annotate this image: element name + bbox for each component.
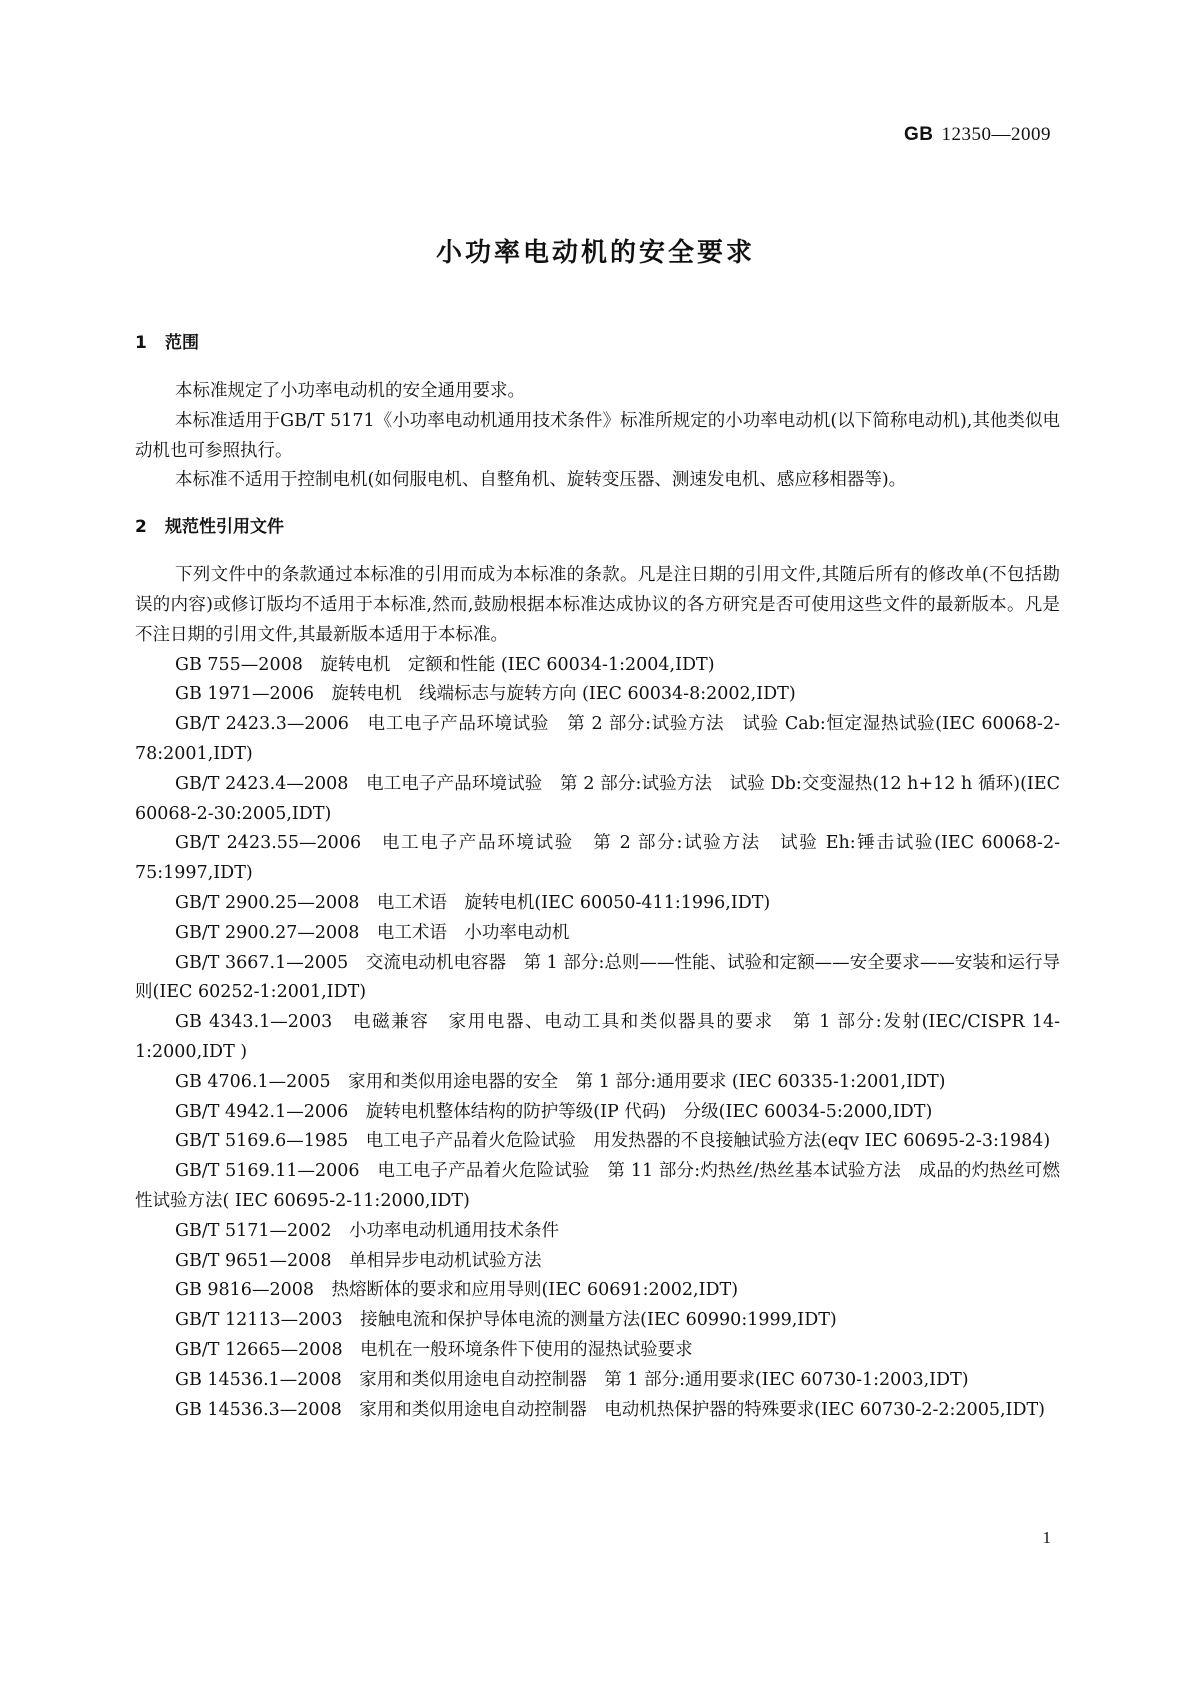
reference-item: GB/T 5169.11—2006 电工电子产品着火危险试验 第 11 部分:灼热丝/热丝基本试验方法 成品的灼热丝可燃性试验方法( IEC 60695-2-11:2000,IDT) [135,1161,1060,1211]
reference-item: GB/T 12113—2003 接触电流和保护导体电流的测量方法(IEC 60990:1999,IDT) [175,1310,837,1331]
document-body [135,328,1060,1425]
reference-item: GB/T 2423.4—2008 电工电子产品环境试验 第 2 部分:试验方法 试验 Db:交变湿热(12 h+12 h 循环)(IEC 60068-2-30:2005,IDT) [135,773,1060,824]
reference-item: GB 9816—2008 热熔断体的要求和应用导则(IEC 60691:2002,IDT) [175,1280,739,1301]
paragraph: 本标准不适用于控制电机(如伺服电机、自整角机、旋转变压器、测速发电机、感应移相器等)。 [175,470,907,491]
standard-prefix: GB [904,124,934,145]
reference-item: GB/T 4942.1—2006 旋转电机整体结构的防护等级(IP 代码) 分级(IEC 60034-5:2000,IDT) [175,1101,933,1122]
section-heading-normative-references [135,512,1060,542]
reference-item: GB/T 5169.6—1985 电工电子产品着火危险试验 用发热器的不良接触试验方法(eqv IEC 60695-2-3:1984) [175,1131,1051,1152]
reference-item: GB/T 9651—2008 单相异步电动机试验方法 [175,1250,542,1271]
standard-code [904,124,1051,146]
section-number: 2 [135,517,147,538]
reference-item: GB/T 2900.25—2008 电工术语 旋转电机(IEC 60050-411:1996,IDT) [175,892,771,913]
reference-item: GB 4706.1—2005 家用和类似用途电器的安全 第 1 部分:通用要求 (IEC 60335-1:2001,IDT) [175,1071,946,1092]
reference-item: GB/T 2423.3—2006 电工电子产品环境试验 第 2 部分:试验方法 试验 Cab:恒定湿热试验(IEC 60068-2-78:2001,IDT) [135,714,1060,764]
section-title: 规范性引用文件 [165,517,284,538]
section-heading-scope [135,328,1060,358]
paragraph: 本标准适用于GB/T 5171《小功率电动机通用技术条件》标准所规定的小功率电动机(以下简称电动机),其他类似电动机也可参照执行。 [135,410,1060,461]
paragraph: 本标准规定了小功率电动机的安全通用要求。 [175,381,525,401]
section-title: 范围 [165,333,199,353]
paragraph: 下列文件中的条款通过本标准的引用而成为本标准的条款。凡是注日期的引用文件,其随后所有的修改单(不包括勘误的内容)或修订版均不适用于本标准,然而,鼓励根据本标准达成协议的各方研究是否可使用这些文件的最新版本。凡是不注日期的引用文件,其最新版本适用于本标准。 [135,565,1060,645]
reference-item: GB 1971—2006 旋转电机 线端标志与旋转方向 (IEC 60034-8:2002,IDT) [175,684,796,705]
document-title: 小功率电动机的安全要求 [435,238,755,268]
reference-item: GB/T 5171—2002 小功率电动机通用技术条件 [175,1220,560,1241]
reference-item: GB/T 3667.1—2005 交流电动机电容器 第 1 部分:总则——性能、试验和定额——安全要求——安装和运行导则(IEC 60252-1:2001,IDT) [135,952,1060,1003]
section-number: 1 [135,333,147,353]
reference-item: GB 4343.1—2003 电磁兼容 家用电器、电动工具和类似器具的要求 第 1 部分:发射(IEC/CISPR 14-1:2000,IDT ) [135,1012,1060,1062]
reference-item: GB 755—2008 旋转电机 定额和性能 (IEC 60034-1:2004,IDT) [175,654,715,675]
standard-number: 12350—2009 [941,124,1051,145]
page-number: 1 [1042,1528,1051,1547]
reference-item: GB 14536.1—2008 家用和类似用途电自动控制器 第 1 部分:通用要求(IEC 60730-1:2003,IDT) [175,1369,969,1390]
reference-item: GB 14536.3—2008 家用和类似用途电自动控制器 电动机热保护器的特殊要求(IEC 60730-2-2:2005,IDT) [175,1399,1045,1420]
reference-item: GB/T 2900.27—2008 电工术语 小功率电动机 [175,922,570,943]
reference-item: GB/T 2423.55—2006 电工电子产品环境试验 第 2 部分:试验方法 试验 Eh:锤击试验(IEC 60068-2-75:1997,IDT) [135,833,1060,884]
reference-item: GB/T 12665—2008 电机在一般环境条件下使用的湿热试验要求 [175,1339,693,1360]
